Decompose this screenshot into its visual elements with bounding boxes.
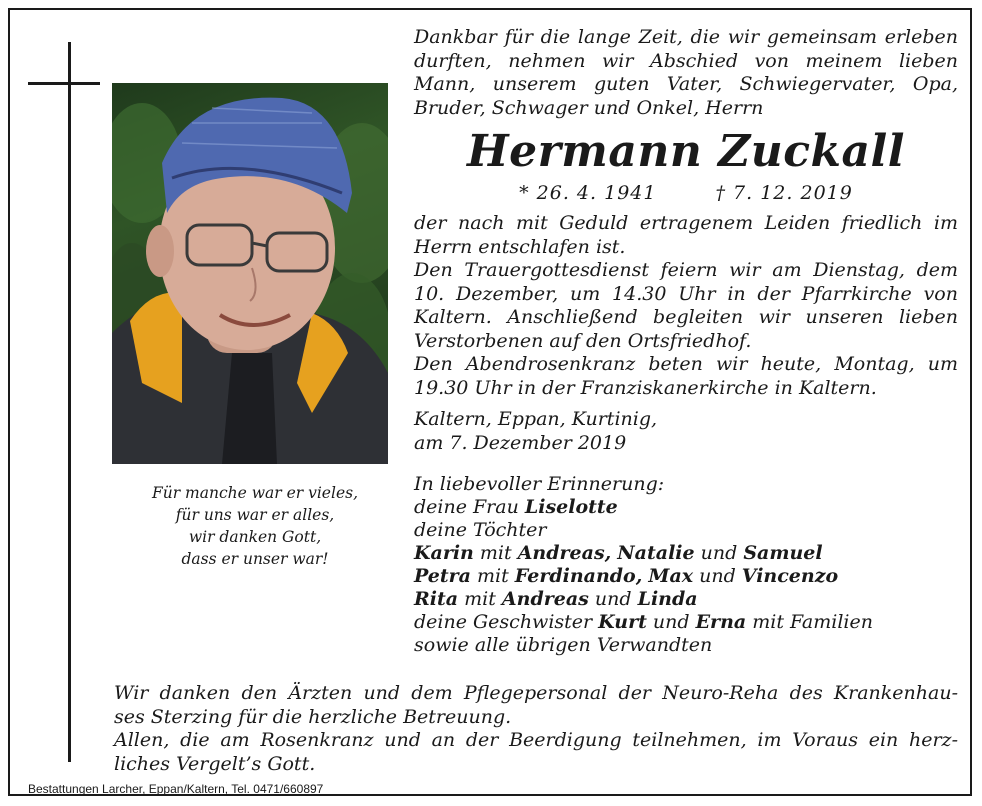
body-line: 10. Dezember, um 14.30 Uhr in der Pfarrkirche von bbox=[414, 282, 958, 305]
verse-line: für uns war er alles, bbox=[175, 506, 335, 524]
death-date: † 7. 12. 2019 bbox=[715, 182, 853, 204]
date-line: am 7. Dezember 2019 bbox=[414, 431, 627, 454]
obituary-text bbox=[414, 26, 958, 657]
place-line: Kaltern, Eppan, Kurtinig, bbox=[414, 408, 658, 430]
body-line: Kaltern. Anschließend begleiten wir unseren lieben bbox=[414, 306, 958, 328]
thanks-line: ses Sterzing für die herzliche Betreuung. bbox=[114, 705, 512, 728]
intro-line: Bruder, Schwager und Onkel, Herrn bbox=[414, 96, 764, 119]
body-line: der nach mit Geduld ertragenem Leiden friedlich im bbox=[414, 212, 958, 234]
family-list bbox=[414, 473, 958, 657]
siblings-line: deine Geschwister Kurt und Erna mit Familien bbox=[414, 611, 873, 633]
intro-line: durften, nehmen wir Abschied von meinem lieben bbox=[414, 49, 958, 72]
thanks-paragraph bbox=[114, 682, 958, 776]
obituary-frame bbox=[8, 8, 972, 796]
body-line: Herrn entschlafen ist. bbox=[414, 235, 626, 258]
body-line: Den Abendrosenkranz beten wir heute, Montag, um bbox=[414, 353, 958, 375]
place-date bbox=[414, 408, 958, 455]
cross-icon-horizontal bbox=[28, 82, 100, 85]
verse-line: wir danken Gott, bbox=[188, 528, 322, 546]
funeral-home-credit: Bestattungen Larcher, Eppan/Kaltern, Tel. 0471/660897 bbox=[28, 782, 324, 796]
others-line: sowie alle übrigen Verwandten bbox=[414, 634, 713, 656]
family-line: Rita mit Andreas und Linda bbox=[414, 588, 698, 610]
birth-date: * 26. 4. 1941 bbox=[519, 182, 657, 204]
body-line: Verstorbenen auf den Ortsfriedhof. bbox=[414, 329, 752, 352]
thanks-line: Wir danken den Ärzten und dem Pflegepersonal der Neuro-Reha des Krankenhau- bbox=[114, 682, 958, 704]
verse-line: dass er unser war! bbox=[181, 550, 329, 568]
body-line: Den Trauergottesdienst feiern wir am Dienstag, dem bbox=[414, 259, 958, 281]
thanks-line: Allen, die am Rosenkranz und an der Beerdigung teilnehmen, im Voraus ein herz- bbox=[114, 729, 958, 751]
family-line: Petra mit Ferdinando, Max und Vincenzo bbox=[414, 565, 839, 587]
portrait-photo bbox=[112, 83, 388, 464]
verse-line: Für manche war er vieles, bbox=[151, 484, 358, 502]
intro-line: Dankbar für die lange Zeit, die wir gemeinsam erleben bbox=[414, 26, 958, 48]
memory-heading: In liebevoller Erinnerung: bbox=[414, 473, 665, 495]
daughters-label: deine Töchter bbox=[414, 519, 547, 541]
wife-line: deine Frau Liselotte bbox=[414, 496, 618, 518]
life-dates bbox=[414, 180, 958, 206]
thanks-line: liches Vergelt’s Gott. bbox=[114, 752, 316, 775]
intro-line: Mann, unserem guten Vater, Schwiegervater, Opa, bbox=[414, 73, 958, 95]
body-paragraph bbox=[414, 212, 958, 400]
body-line: 19.30 Uhr in der Franziskanerkirche in Kaltern. bbox=[414, 376, 877, 399]
intro-paragraph bbox=[414, 26, 958, 120]
deceased-name: Hermann Zuckall bbox=[467, 126, 905, 177]
wife-name: Liselotte bbox=[524, 496, 618, 518]
cross-icon-vertical bbox=[68, 42, 71, 762]
memorial-verse bbox=[110, 482, 400, 570]
family-line: Karin mit Andreas, Natalie und Samuel bbox=[414, 542, 823, 564]
